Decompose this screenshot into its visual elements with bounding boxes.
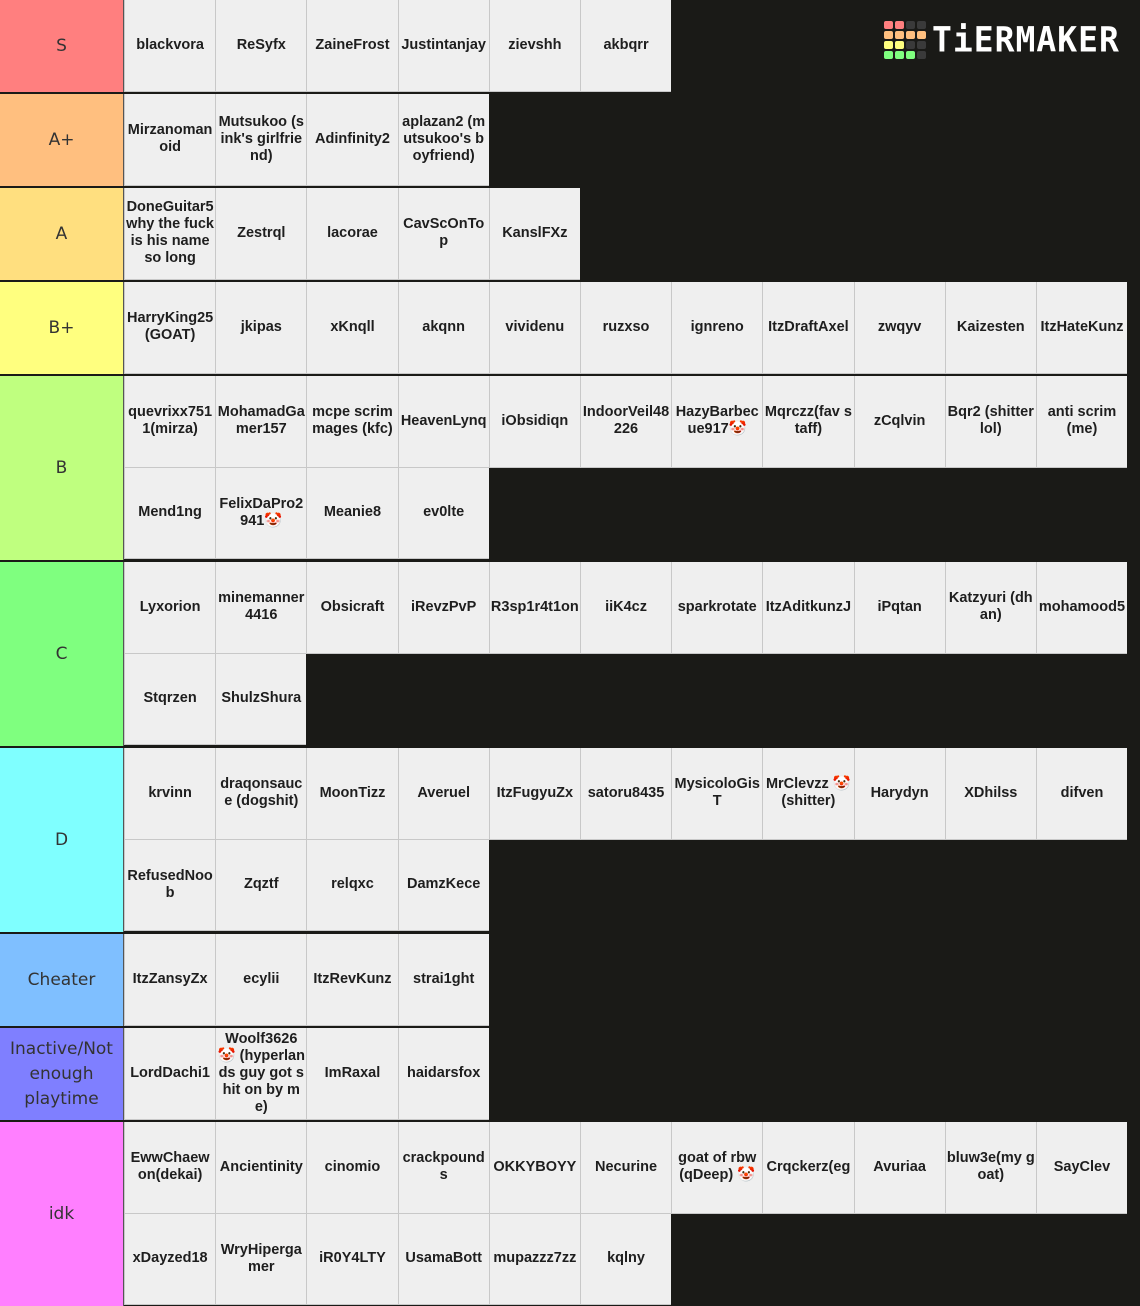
tier-item-label: ItzFugyuZx xyxy=(496,784,574,801)
tier-items-container xyxy=(124,376,1140,560)
logo-grid-square xyxy=(917,51,926,59)
tier-item-label: relqxc xyxy=(331,876,374,893)
tier-item-label: HarryKing25 (GOAT) xyxy=(126,310,214,344)
tier-item-card[interactable] xyxy=(489,376,580,468)
tier-item-card[interactable] xyxy=(215,1122,306,1214)
tier-item-card[interactable] xyxy=(398,1122,489,1214)
tier-item-card[interactable] xyxy=(1036,282,1127,374)
tier-item-label: Ancientinity xyxy=(219,1158,303,1175)
tier-item-label: difven xyxy=(1060,784,1104,801)
tier-item-label: Bqr2 (shitter lol) xyxy=(947,404,1034,438)
tier-item-card[interactable] xyxy=(671,1122,762,1214)
tier-item-card[interactable] xyxy=(306,1028,397,1120)
tier-item-card[interactable] xyxy=(398,1028,489,1120)
tier-item-card[interactable] xyxy=(124,468,215,560)
tier-item-card[interactable] xyxy=(306,94,397,186)
tier-item-card[interactable] xyxy=(580,1122,671,1214)
tier-item-label: zwqyv xyxy=(877,318,922,335)
tier-item-card[interactable] xyxy=(580,562,671,654)
tier-item-label: R3sp1r4t1on xyxy=(490,598,579,615)
tier-item-label: bluw3e(my goat) xyxy=(946,1150,1035,1184)
tier-item-card[interactable] xyxy=(306,1122,397,1214)
tier-item-card[interactable] xyxy=(854,1122,945,1214)
tier-item-label: MrClevzz 🤡(shitter) xyxy=(765,776,851,810)
tier-item-label: Katzyuri (dhan) xyxy=(948,590,1033,624)
tier-item-label: mupazzz7zz xyxy=(493,1250,577,1267)
tier-item-label: CavScOnTo p xyxy=(403,216,485,250)
tier-item-label: ReSyfx xyxy=(236,36,286,53)
tier-row-a- xyxy=(0,92,1140,186)
tier-item-label: Meanie8 xyxy=(323,504,382,521)
tier-item-card[interactable] xyxy=(580,0,671,92)
tier-item-label: akqnn xyxy=(422,318,465,335)
tier-item-card[interactable] xyxy=(489,1122,580,1214)
tier-item-card[interactable] xyxy=(671,282,762,374)
tier-item-card[interactable] xyxy=(124,1122,215,1214)
tier-item-label: iRevzPvP xyxy=(411,598,477,615)
tier-row-a xyxy=(0,186,1140,280)
tier-item-label: iPqtan xyxy=(877,598,922,615)
tier-item-card[interactable] xyxy=(124,840,215,932)
tier-item-label: Crqckerz(eg xyxy=(766,1158,851,1175)
tier-item-card[interactable] xyxy=(306,188,397,280)
tier-item-label: quevrixx751 1(mirza) xyxy=(128,404,213,438)
tier-item-label: XDhilss xyxy=(964,784,1018,801)
tier-item-card[interactable] xyxy=(215,0,306,92)
tier-item-card[interactable] xyxy=(215,468,306,560)
tier-item-label: mohamood5 xyxy=(1038,598,1126,615)
tier-row-c xyxy=(0,560,1140,746)
tier-item-card[interactable] xyxy=(580,748,671,840)
tier-item-label: HazyBarbec ue917🤡 xyxy=(675,404,759,438)
tier-item-label: blackvora xyxy=(136,36,204,53)
tier-item-label: kqlny xyxy=(607,1250,645,1267)
tier-label[interactable]: D xyxy=(0,748,124,932)
tier-item-card[interactable] xyxy=(306,840,397,932)
tier-item-label: Averuel xyxy=(417,784,470,801)
tier-item-card[interactable] xyxy=(306,748,397,840)
logo-grid-square xyxy=(917,41,926,49)
tier-items-container xyxy=(124,282,1140,374)
tier-item-card[interactable] xyxy=(489,282,580,374)
logo-grid-square xyxy=(906,41,915,49)
tier-label[interactable]: Inactive/Not enough playtime xyxy=(0,1028,124,1120)
tier-item-label: xKnqll xyxy=(330,318,375,335)
tier-row-inactive-not-enough-playtime xyxy=(0,1026,1140,1120)
tier-item-label: Lyxorion xyxy=(139,598,201,615)
tier-item-card[interactable] xyxy=(854,562,945,654)
tier-item-label: lacorae xyxy=(327,224,378,241)
logo-grid-square xyxy=(884,51,893,59)
tier-item-label: KanslFXz xyxy=(502,224,568,241)
tier-item-label: Adinfinity2 xyxy=(315,130,390,147)
tier-item-card[interactable] xyxy=(398,468,489,560)
tier-item-label: ItzZansyZx xyxy=(132,970,208,987)
tier-row-idk xyxy=(0,1120,1140,1306)
tier-item-card[interactable] xyxy=(762,282,853,374)
tier-item-label: cinomio xyxy=(324,1158,381,1175)
tier-label[interactable]: Cheater xyxy=(0,934,124,1026)
tier-item-label: ItzAditkunzJ xyxy=(765,598,852,615)
tier-item-label: LordDachi1 xyxy=(130,1064,210,1081)
tier-item-label: iiK4cz xyxy=(605,598,647,615)
tier-item-label: ItzDraftAxel xyxy=(768,318,849,335)
tier-item-card[interactable] xyxy=(398,282,489,374)
tier-item-card[interactable] xyxy=(1036,748,1127,840)
tier-item-label: MohamadGa mer157 xyxy=(217,404,305,438)
tier-item-card[interactable] xyxy=(215,562,306,654)
tier-item-label: WryHiperga mer xyxy=(220,1241,302,1275)
logo-grid-square xyxy=(895,51,904,59)
tier-item-card[interactable] xyxy=(398,934,489,1026)
tier-item-card[interactable] xyxy=(1036,376,1127,468)
tier-item-label: anti scrim (me) xyxy=(1047,404,1117,438)
tier-item-card[interactable] xyxy=(580,376,671,468)
tier-item-card[interactable] xyxy=(215,376,306,468)
tier-label[interactable]: B+ xyxy=(0,282,124,374)
tier-item-card[interactable] xyxy=(124,748,215,840)
tier-item-card[interactable] xyxy=(854,748,945,840)
tier-items-container xyxy=(124,94,1140,186)
logo-grid-square xyxy=(917,31,926,39)
tiermaker-grid-icon xyxy=(884,21,926,59)
tier-item-label: ZaineFrost xyxy=(315,36,390,53)
tier-label[interactable]: B xyxy=(0,376,124,560)
tier-item-label: iR0Y4LTY xyxy=(319,1250,386,1267)
tier-items-container xyxy=(124,188,1140,280)
tier-item-label: Necurine xyxy=(595,1158,658,1175)
tier-item-card[interactable] xyxy=(215,934,306,1026)
tier-item-label: crackpound s xyxy=(402,1150,485,1184)
tier-item-card[interactable] xyxy=(306,934,397,1026)
tier-item-label: haidarsfox xyxy=(406,1064,481,1081)
tier-row-cheater xyxy=(0,932,1140,1026)
tier-item-label: SayClev xyxy=(1053,1158,1111,1175)
tier-item-label: EwwChaew on(dekai) xyxy=(130,1150,210,1184)
tier-item-label: strai1ght xyxy=(413,970,475,987)
tier-items-container xyxy=(124,1122,1140,1306)
tier-item-label: ItzHateKunz xyxy=(1040,318,1124,335)
tier-item-label: Mirzanoman oid xyxy=(127,122,213,156)
tier-item-label: RefusedNoo b xyxy=(127,867,213,901)
tier-item-card[interactable] xyxy=(124,94,215,186)
tier-item-card[interactable] xyxy=(215,94,306,186)
tier-item-label: Obsicraft xyxy=(320,598,385,615)
tier-items-container xyxy=(124,1028,1140,1120)
tier-item-card[interactable] xyxy=(1036,1122,1127,1214)
tier-item-card[interactable] xyxy=(398,188,489,280)
tier-item-card[interactable] xyxy=(762,748,853,840)
tier-item-label: DamzKece xyxy=(406,876,481,893)
tier-item-label: goat of rbw(qDeep) 🤡 xyxy=(678,1150,757,1184)
tier-item-label: Mqrczz(fav staff) xyxy=(764,404,852,438)
tier-item-label: Mend1ng xyxy=(138,504,202,521)
tier-item-label: minemanner 4416 xyxy=(218,590,305,624)
tier-item-card[interactable] xyxy=(306,282,397,374)
tier-item-card[interactable] xyxy=(945,748,1036,840)
tier-item-label: MysicoloGis T xyxy=(674,776,760,810)
tier-item-card[interactable] xyxy=(580,282,671,374)
tier-item-card[interactable] xyxy=(215,748,306,840)
tier-item-card[interactable] xyxy=(215,654,306,746)
tier-item-card[interactable] xyxy=(945,282,1036,374)
logo-grid-square xyxy=(906,51,915,59)
tier-item-label: satoru8435 xyxy=(587,784,665,801)
tier-item-card[interactable] xyxy=(215,1214,306,1306)
tier-item-card[interactable] xyxy=(215,1028,306,1120)
tier-item-label: ItzRevKunz xyxy=(313,970,392,987)
tier-item-card[interactable] xyxy=(398,0,489,92)
tier-item-label: xDayzed18 xyxy=(132,1250,208,1267)
tiermaker-wordmark: TiERMAKER xyxy=(932,19,1120,60)
tier-item-label: vividenu xyxy=(505,318,565,335)
tier-item-card[interactable] xyxy=(580,1214,671,1306)
tier-item-label: Zqztf xyxy=(243,876,279,893)
logo-grid-square xyxy=(917,21,926,29)
tier-item-label: zCqlvin xyxy=(873,412,926,429)
tier-item-card[interactable] xyxy=(398,562,489,654)
tier-label[interactable]: S xyxy=(0,0,124,92)
tier-label[interactable]: C xyxy=(0,562,124,746)
tier-item-card[interactable] xyxy=(124,0,215,92)
tiermaker-logo xyxy=(884,20,1120,60)
tier-item-label: Kaizesten xyxy=(956,318,1025,335)
tier-item-card[interactable] xyxy=(489,188,580,280)
tier-item-card[interactable] xyxy=(215,188,306,280)
tier-item-label: Avuriaa xyxy=(873,1158,926,1175)
tier-item-label: ignreno xyxy=(690,318,744,335)
logo-grid-square xyxy=(884,31,893,39)
tier-item-label: DoneGuitar5 why the fuck is his name so long xyxy=(126,199,214,267)
tier-item-card[interactable] xyxy=(124,282,215,374)
tier-item-card[interactable] xyxy=(671,748,762,840)
tier-item-card[interactable] xyxy=(306,376,397,468)
tier-item-card[interactable] xyxy=(215,840,306,932)
tier-item-label: MoonTizz xyxy=(319,784,386,801)
tier-item-card[interactable] xyxy=(124,654,215,746)
tier-item-label: jkipas xyxy=(240,318,282,335)
tier-item-label: HeavenLynq xyxy=(400,412,487,429)
tier-item-card[interactable] xyxy=(306,1214,397,1306)
logo-grid-square xyxy=(906,21,915,29)
tier-item-card[interactable] xyxy=(489,0,580,92)
tier-item-label: draqonsauce (dogshit) xyxy=(220,776,303,810)
logo-grid-square xyxy=(906,31,915,39)
tier-item-card[interactable] xyxy=(489,1214,580,1306)
tier-item-label: Harydyn xyxy=(870,784,929,801)
tier-item-label: ev0lte xyxy=(423,504,465,521)
tier-item-label: ecylii xyxy=(243,970,280,987)
tier-item-label: Woolf3626 🤡 (hyperlands guy got shit on by me) xyxy=(217,1030,305,1115)
tier-item-label: UsamaBott xyxy=(405,1250,482,1267)
logo-grid-square xyxy=(884,41,893,49)
tier-item-card[interactable] xyxy=(945,562,1036,654)
tier-item-card[interactable] xyxy=(306,562,397,654)
tier-item-card[interactable] xyxy=(945,1122,1036,1214)
tier-row-b- xyxy=(0,280,1140,374)
tier-item-label: mcpe scrimmages (kfc) xyxy=(312,404,393,438)
tier-item-label: Justintanjay xyxy=(401,36,486,53)
tier-item-card[interactable] xyxy=(398,376,489,468)
tier-item-label: ShulzShura xyxy=(221,690,302,707)
tier-item-card[interactable] xyxy=(671,376,762,468)
tier-item-label: zievshh xyxy=(508,36,562,53)
tier-item-card[interactable] xyxy=(124,188,215,280)
tier-item-label: akbqrr xyxy=(603,36,649,53)
tier-item-card[interactable] xyxy=(854,282,945,374)
tier-item-card[interactable] xyxy=(1036,562,1127,654)
tier-items-container xyxy=(124,562,1140,746)
tier-label[interactable]: A xyxy=(0,188,124,280)
tier-item-label: Stqrzen xyxy=(143,690,197,707)
logo-grid-square xyxy=(895,41,904,49)
logo-grid-square xyxy=(895,21,904,29)
tier-item-card[interactable] xyxy=(215,282,306,374)
tier-item-label: OKKYBOYY xyxy=(493,1158,577,1175)
tier-item-label: ImRaxal xyxy=(324,1064,381,1081)
tier-item-label: ruzxso xyxy=(602,318,650,335)
tier-item-label: Zestrql xyxy=(237,224,286,241)
tier-item-label: krvinn xyxy=(148,784,192,801)
tier-item-card[interactable] xyxy=(124,1214,215,1306)
tier-items-container xyxy=(124,748,1140,932)
tier-row-b xyxy=(0,374,1140,560)
tier-item-card[interactable] xyxy=(398,748,489,840)
tier-item-card[interactable] xyxy=(489,748,580,840)
tier-item-card[interactable] xyxy=(762,376,853,468)
tier-item-label: iObsidiqn xyxy=(501,412,569,429)
tier-label[interactable]: idk xyxy=(0,1122,124,1306)
tier-item-card[interactable] xyxy=(489,562,580,654)
tier-item-card[interactable] xyxy=(124,1028,215,1120)
tier-items-container xyxy=(124,934,1140,1026)
tier-item-card[interactable] xyxy=(124,562,215,654)
logo-grid-square xyxy=(895,31,904,39)
tier-item-card[interactable] xyxy=(762,562,853,654)
tier-item-label: sparkrotate xyxy=(677,598,757,615)
tier-item-card[interactable] xyxy=(762,1122,853,1214)
tier-item-card[interactable] xyxy=(124,934,215,1026)
tier-row-d xyxy=(0,746,1140,932)
tier-item-card[interactable] xyxy=(398,1214,489,1306)
tier-item-card[interactable] xyxy=(854,376,945,468)
logo-grid-square xyxy=(884,21,893,29)
tier-item-label: IndoorVeil48 226 xyxy=(582,404,670,438)
tier-item-card[interactable] xyxy=(945,376,1036,468)
tier-item-card[interactable] xyxy=(124,376,215,468)
tier-label[interactable]: A+ xyxy=(0,94,124,186)
tier-item-label: Mutsukoo (sink's girlfriend) xyxy=(218,113,304,164)
tier-item-card[interactable] xyxy=(306,0,397,92)
tier-item-card[interactable] xyxy=(398,840,489,932)
tier-item-card[interactable] xyxy=(306,468,397,560)
tier-item-label: FelixDaPro2 941🤡 xyxy=(219,495,304,529)
tier-item-card[interactable] xyxy=(671,562,762,654)
tier-item-card[interactable] xyxy=(398,94,489,186)
tier-item-label: aplazan2 (mutsukoo's boyfriend) xyxy=(402,113,486,164)
